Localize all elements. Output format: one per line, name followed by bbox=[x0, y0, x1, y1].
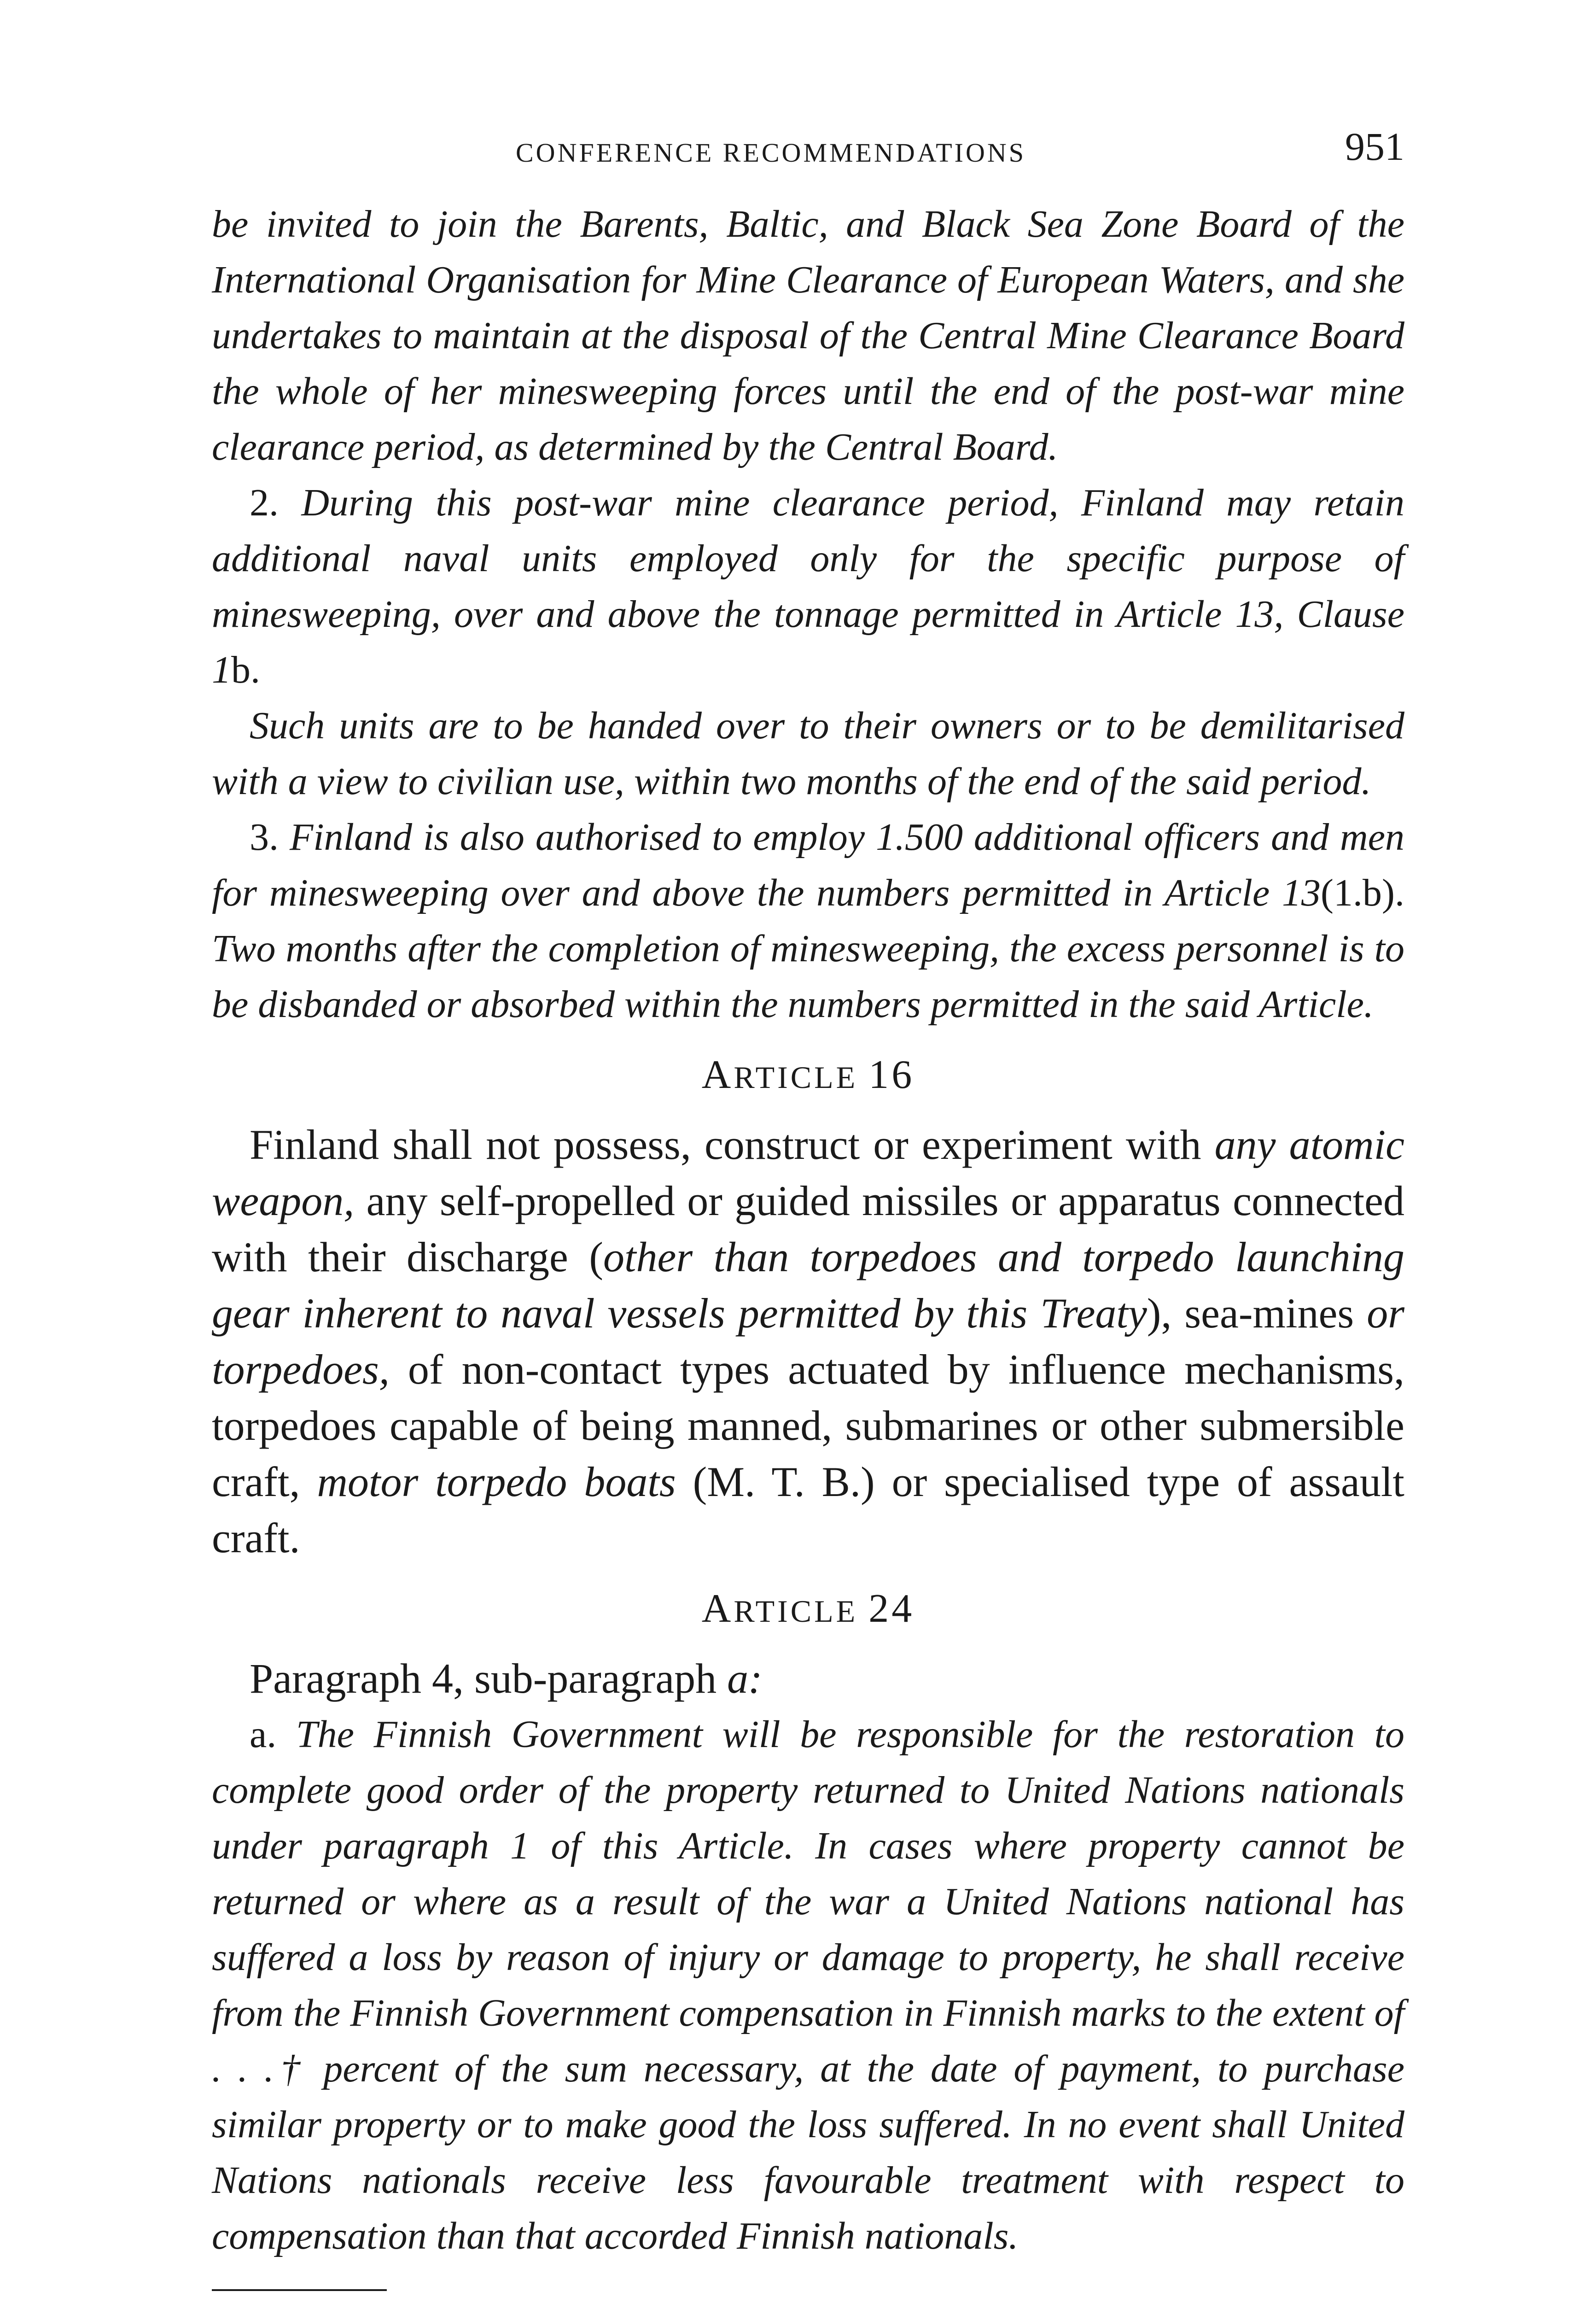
article-16-heading bbox=[212, 1052, 1404, 1098]
article-16-seg7: or torpedoes, bbox=[212, 1290, 1404, 1393]
clause-3-number: 3. bbox=[250, 816, 279, 859]
clause-3-text-a: Finland is also authorised to employ 1.500 additional officers and men for minesweeping over and above the numbers permitted in Article 13 bbox=[212, 816, 1404, 914]
intro-paragraph: be invited to join the Barents, Baltic, and Black Sea Zone Board of the International Organisation for Mine Clearance of European Waters, and she undertakes to maintain at the disposal of the Central Mine Clearance Board the whole of her minesweeping forces until the end of the post-war mine clearance period, as determined by the Central Board. bbox=[212, 203, 1404, 468]
body-text bbox=[212, 193, 1404, 2303]
article-16-seg2: any atomic weapon, bbox=[212, 1121, 1405, 1224]
clause-3-text-b: Two months after the completion of minesweeping, the excess personnel is to be disbanded or absorbed within the numbers permitted in the said Article. bbox=[212, 927, 1404, 1026]
article-24-item-text-b: percent of the sum necessary, at the date of payment, to purchase similar property or to make good the loss suffered. In no event shall United Nations nationals receive less favourable treatment with respect to compensation than that accorded Finnish nationals. bbox=[212, 2047, 1405, 2257]
article-24-item-text-a: The Finnish Government will be responsible for the restoration to complete good order of the property returned to United Nations nationals under paragraph 1 of this Article. In cases where property cannot be returned or where as a result of the war a United Nations national has suffered a loss by reason of injury or damage to property, he shall receive from the Finnish Government compensation in Finnish marks to the extent of . . . bbox=[212, 1713, 1404, 2090]
clause-2-number: 2. bbox=[250, 481, 279, 524]
article-16-seg5: other than torpedoes and torpedo launching gear inherent to naval vessels permitted by this Treaty bbox=[212, 1233, 1404, 1337]
article-24-item-letter: a. bbox=[250, 1713, 277, 1756]
article-24-paragraph-label bbox=[212, 1650, 1404, 1707]
article-24-item-a bbox=[212, 1707, 1404, 2264]
article-16-text bbox=[212, 1116, 1404, 1566]
article-16-seg6: ), sea-mines bbox=[1147, 1290, 1354, 1337]
article-16-seg8: of non-contact types actuated by influence mechanisms, torpedoes capable of being manned, submarines or other submersible craft, bbox=[212, 1346, 1404, 1505]
article-16-seg9: motor torpedo boats bbox=[317, 1458, 676, 1505]
article-16-heading-number: 16 bbox=[868, 1052, 915, 1097]
page-number: 951 bbox=[1345, 124, 1404, 169]
article-24-heading-rest: RTICLE bbox=[734, 1594, 858, 1629]
article-16-seg4: ( bbox=[589, 1233, 603, 1280]
article-24-para-letter: a: bbox=[727, 1655, 763, 1702]
footnote-rule bbox=[212, 2289, 387, 2291]
clause-2 bbox=[212, 475, 1404, 698]
clause-3-ref: (1.b). bbox=[1321, 871, 1404, 914]
article-16-seg10: (M. T. B.) or specialised type of assault craft. bbox=[212, 1458, 1404, 1561]
running-title: CONFERENCE RECOMMENDATIONS bbox=[516, 138, 1026, 168]
article-24-heading-number: 24 bbox=[868, 1586, 915, 1631]
clause-2-continuation: Such units are to be handed over to their owners or to be demilitarised with a view to civilian use, within two months of the end of the said period. bbox=[212, 704, 1404, 803]
article-24-heading-cap: A bbox=[701, 1586, 734, 1631]
article-16-heading-cap: A bbox=[701, 1052, 734, 1097]
running-head bbox=[212, 123, 1404, 174]
article-24-heading bbox=[212, 1585, 1404, 1632]
article-16-seg3: any self-propelled or guided missiles or apparatus connected with their discharge bbox=[212, 1177, 1405, 1280]
clause-3 bbox=[212, 809, 1404, 1032]
clause-2-text: During this post-war mine clearance period, Finland may retain additional naval units employed only for the specific purpose of minesweeping, over and above the tonnage permitted in Article 13, Clause 1 bbox=[212, 481, 1404, 691]
article-24-para-label: Paragraph 4, sub-paragraph bbox=[250, 1655, 717, 1702]
clause-2-suffix: b. bbox=[231, 649, 260, 691]
article-16-heading-rest: RTICLE bbox=[734, 1060, 858, 1095]
article-16-seg1: Finland shall not possess, construct or experiment with bbox=[250, 1121, 1201, 1168]
footnote-dagger: † bbox=[274, 2047, 307, 2090]
